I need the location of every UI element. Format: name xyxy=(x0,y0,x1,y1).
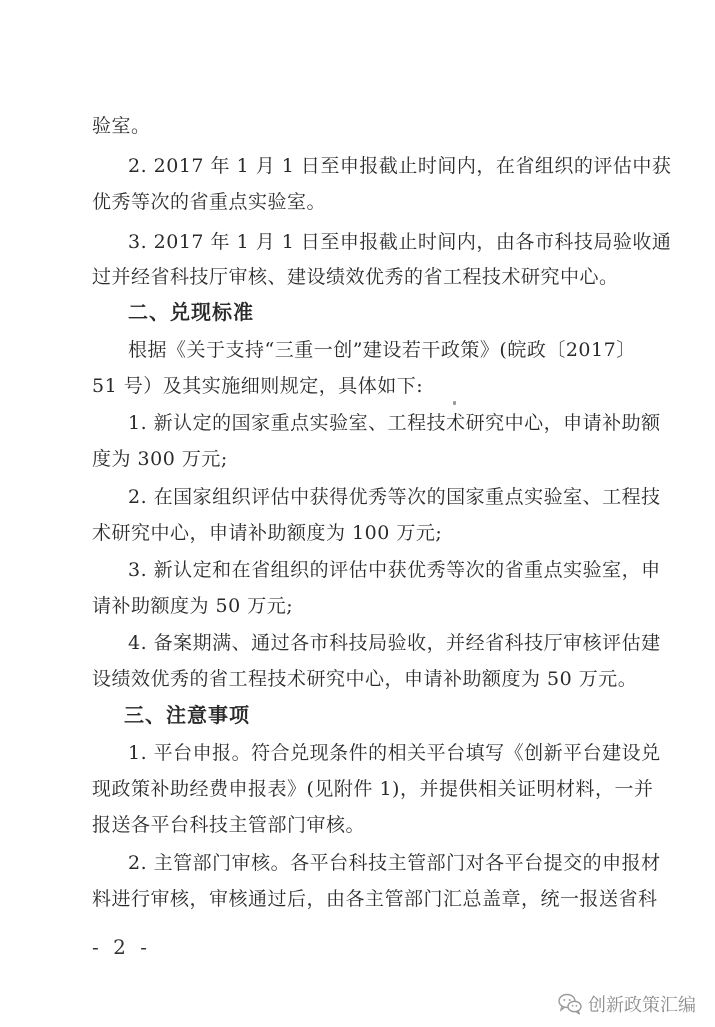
text-line: 术研究中心，申请补助额度为 100 万元; xyxy=(92,522,443,544)
text-line: 1. 平台申报。符合兑现条件的相关平台填写《创新平台建设兑 xyxy=(128,742,661,764)
text-line: 2. 2017 年 1 月 1 日至申报截止时间内，在省组织的评估中获 xyxy=(128,155,672,177)
text-line: 51 号）及其实施细则规定，具体如下: xyxy=(92,375,424,397)
wechat-icon xyxy=(558,993,582,1015)
text-line: 2. 主管部门审核。各平台科技主管部门对各平台提交的申报材 xyxy=(128,852,661,874)
text-line: 度为 300 万元; xyxy=(92,448,228,470)
text-line: 验室。 xyxy=(92,115,151,137)
text-line: 3. 新认定和在省组织的评估中获优秀等次的省重点实验室，申 xyxy=(128,559,661,581)
text-line: 3. 2017 年 1 月 1 日至申报截止时间内，由各市科技局验收通 xyxy=(128,231,672,253)
text-line: 设绩效优秀的省工程技术研究中心，申请补助额度为 50 万元。 xyxy=(92,668,638,690)
text-line: 报送各平台科技主管部门审核。 xyxy=(92,814,366,836)
text-line: 优秀等次的省重点实验室。 xyxy=(92,191,327,213)
text-line: 现政策补助经费申报表》(见附件 1)，并提供相关证明材料，一并 xyxy=(92,778,654,800)
text-line: 料进行审核，审核通过后，由各主管部门汇总盖章，统一报送省科 xyxy=(92,888,658,910)
text-line: 1. 新认定的国家重点实验室、工程技术研究中心，申请补助额 xyxy=(128,412,661,434)
text-line: 请补助额度为 50 万元; xyxy=(92,595,294,617)
page-number: - 2 - xyxy=(92,935,151,959)
watermark-text: 创新政策汇编 xyxy=(588,995,696,1016)
text-line: 2. 在国家组织评估中获得优秀等次的国家重点实验室、工程技 xyxy=(128,486,661,508)
text-line: 过并经省科技厅审核、建设绩效优秀的省工程技术研究中心。 xyxy=(92,266,619,288)
section-heading-2: 二、兑现标准 xyxy=(128,300,254,324)
scan-speck xyxy=(453,401,456,405)
watermark xyxy=(558,990,696,1018)
text-line: 根据《关于支持“三重一创”建设若干政策》(皖政〔2017〕 xyxy=(128,339,636,361)
section-heading-3: 三、注意事项 xyxy=(124,703,250,727)
text-line: 4. 备案期满、通过各市科技局验收，并经省科技厅审核评估建 xyxy=(128,632,661,654)
